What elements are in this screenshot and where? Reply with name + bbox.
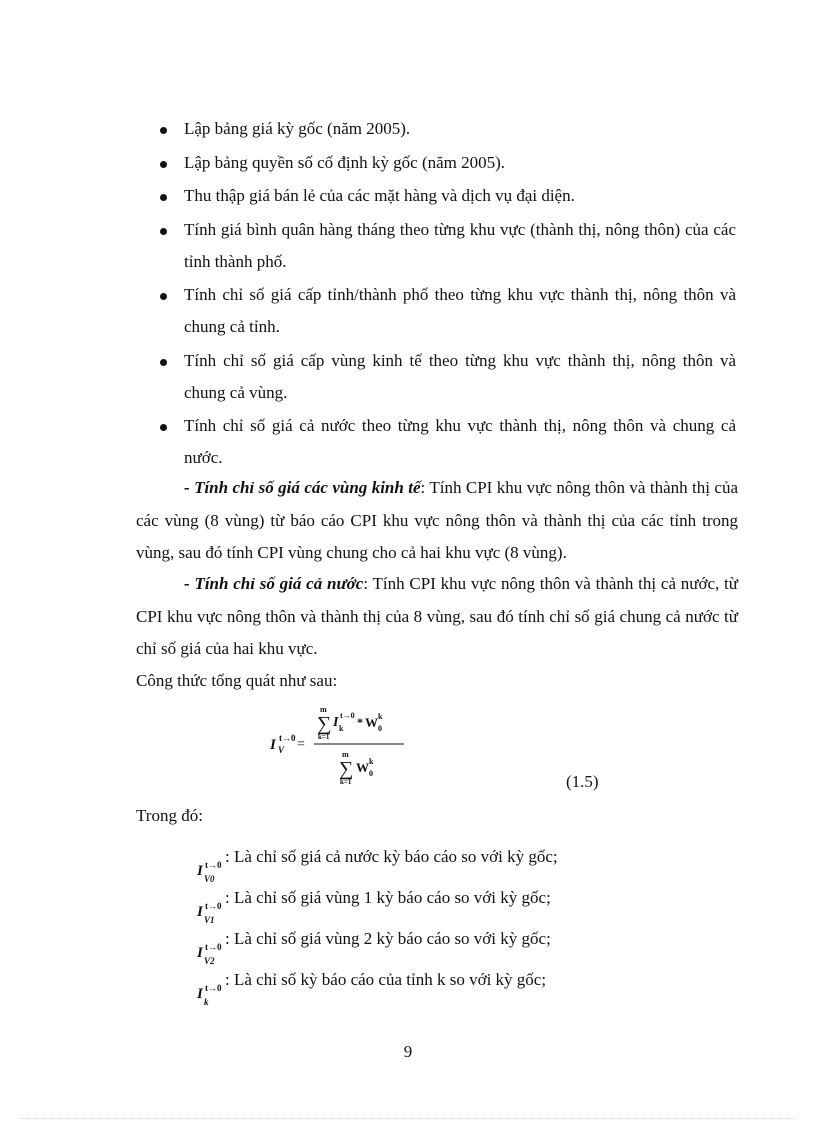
equation-number: (1.5) — [566, 772, 599, 791]
bullet-dot-icon — [160, 228, 167, 235]
bullet-dot-icon — [160, 161, 167, 168]
bullet-dot-icon — [160, 127, 167, 134]
bullet-text: Tính giá bình quân hàng tháng theo từng khu vực (thành thị, nông thôn) của các tỉnh thành phố. — [184, 219, 736, 271]
paragraph-text: : Tính CPI khu vực nông thôn và thành thị của các vùng (8 vùng) từ báo cáo CPI khu vực nông thôn và thành thị của các tỉnh trong vùng, sau đó tính CPI vùng chung cho cả hai khu vực (8 vùng). — [136, 478, 739, 562]
numerator-sum-bottom: k=1 — [318, 733, 330, 741]
paragraph-lead: - Tính chỉ số giá cả nước — [184, 574, 364, 593]
denominator-weight-sub: 0 — [369, 769, 373, 778]
definition-list — [195, 836, 558, 1008]
definition-item — [195, 918, 558, 967]
paragraph-regional-index — [136, 472, 738, 570]
bullet-text: Tính chỉ số giá cấp tỉnh/thành phố theo từng khu vực thành thị, nông thôn và chung cả tỉnh. — [184, 285, 736, 336]
paragraph-lead: - Tính chỉ số giá các vùng kinh tế — [184, 478, 421, 497]
bullet-text: Thu thập giá bán lẻ của các mặt hàng và dịch vụ đại diện. — [184, 186, 575, 205]
bullet-text: Tính chỉ số giá cấp vùng kinh tế theo từng khu vực thành thị, nông thôn và chung cả vùng. — [184, 350, 736, 402]
page-bottom-divider — [20, 1118, 796, 1119]
formula-equals: = — [297, 737, 305, 752]
bullet-item — [136, 214, 736, 278]
bullet-list — [136, 113, 736, 476]
definition-symbol: I t→0 k — [197, 983, 222, 1008]
paragraph-national-index — [136, 568, 738, 666]
definition-text: : Là chỉ số giá vùng 2 kỳ báo cáo so với kỳ gốc; — [225, 929, 551, 948]
definition-symbol: I t→0 V0 — [197, 860, 222, 885]
formula-lhs-symbol: I — [270, 737, 276, 753]
paragraph-text: : Tính CPI khu vực nông thôn và thành thị cả nước, từ CPI khu vực nông thôn và thành thị của 8 vùng, sau đó tính chỉ số giá chung cả nước từ chỉ số giá của hai khu vực. — [136, 574, 738, 658]
bullet-item — [136, 180, 736, 212]
bullet-item — [136, 113, 736, 145]
bullet-item — [136, 410, 736, 474]
formula-intro: Công thức tổng quát như sau: — [136, 671, 338, 690]
numerator-weight-sub: 0 — [378, 724, 382, 733]
numerator-times: * — [357, 715, 363, 729]
where-label: Trong đó: — [136, 806, 203, 825]
numerator-term-sup: t→0 — [340, 711, 355, 720]
bullet-dot-icon — [160, 424, 167, 431]
denominator-sum-sign: ∑ — [339, 758, 354, 780]
numerator-term-symbol: I — [333, 715, 339, 730]
numerator-weight-sup: k — [378, 712, 383, 721]
numerator-sum-top: m — [320, 705, 327, 714]
denominator-weight: W — [356, 760, 369, 775]
definition-text: : Là chỉ số giá cả nước kỳ báo cáo so với kỳ gốc; — [225, 847, 558, 866]
bullet-dot-icon — [160, 293, 167, 300]
formula-lhs-sup: t→0 — [279, 733, 296, 743]
numerator-sum-sign: ∑ — [317, 713, 332, 735]
bullet-text: Lập bảng giá kỳ gốc (năm 2005). — [184, 119, 411, 138]
formula-1-5 — [268, 702, 428, 794]
definition-symbol: I t→0 V2 — [197, 942, 222, 967]
bullet-item — [136, 147, 736, 179]
numerator-weight: W — [365, 715, 378, 730]
formula-lhs-sub: V — [278, 745, 285, 755]
bullet-dot-icon — [160, 359, 167, 366]
definition-item — [195, 959, 558, 1008]
denominator-weight-sup: k — [369, 757, 374, 766]
definition-item — [195, 877, 558, 926]
bullet-text: Tính chỉ số giá cả nước theo từng khu vực thành thị, nông thôn và chung cả nước. — [184, 416, 736, 467]
denominator-sum-bottom: k=1 — [340, 778, 352, 786]
page-number: 9 — [403, 1042, 413, 1061]
numerator-term-sub: k — [339, 724, 344, 733]
denominator-sum-top: m — [342, 750, 349, 759]
bullet-text: Lập bảng quyền số cố định kỳ gốc (năm 2005). — [184, 152, 506, 172]
bullet-item — [136, 345, 736, 409]
bullet-item — [136, 279, 736, 343]
definition-symbol: I t→0 V1 — [197, 901, 222, 926]
definition-text: : Là chỉ số kỳ báo cáo của tỉnh k so với kỳ gốc; — [225, 970, 547, 989]
definition-item — [195, 836, 558, 885]
bullet-dot-icon — [160, 194, 167, 201]
definition-text: : Là chỉ số giá vùng 1 kỳ báo cáo so với kỳ gốc; — [225, 888, 551, 907]
